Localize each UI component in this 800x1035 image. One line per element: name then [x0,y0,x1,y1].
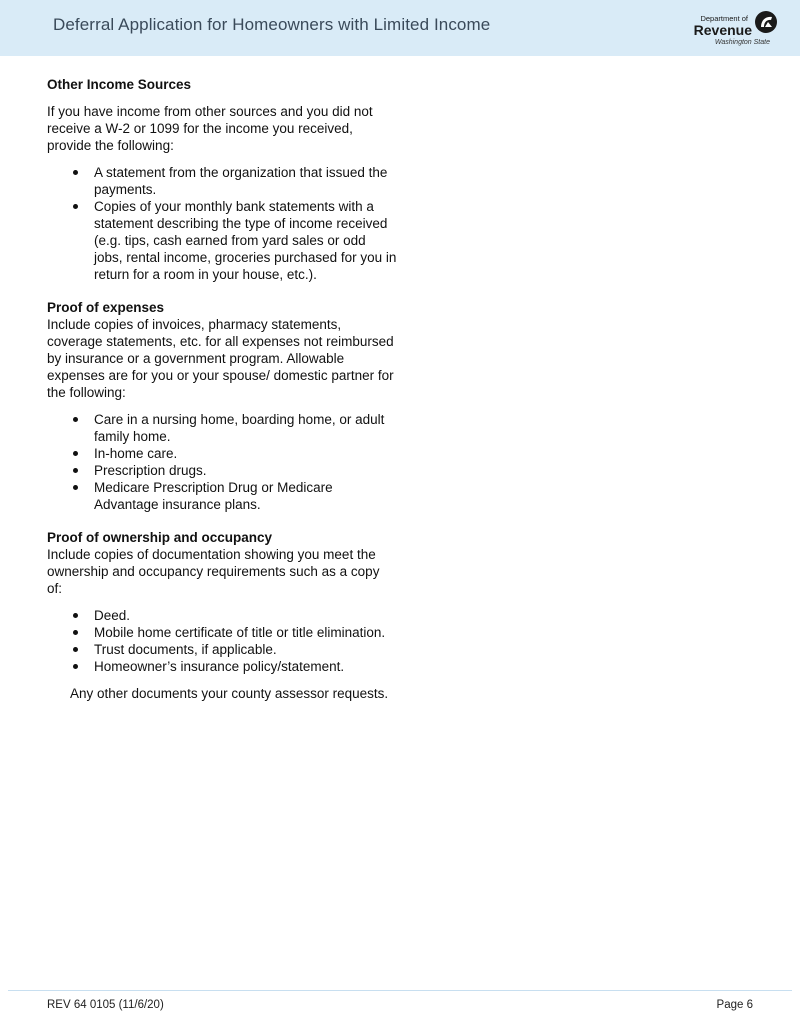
expenses-intro: Include copies of invoices, pharmacy statements, coverage statements, etc. for all expenses not reimbursed by insurance or a government program. Allowable expenses are for you or your spouse/ domestic partner for the following: [47,317,394,400]
logo-revenue-text: Revenue [693,22,752,38]
other-income-intro: If you have income from other sources and you did not receive a W-2 or 1099 for the income you received, provide the following: [47,104,373,153]
dor-logo-icon [754,10,778,34]
footer-divider [8,990,792,991]
ownership-note: Any other documents your county assessor requests. [70,686,389,701]
other-income-list [47,164,397,283]
list-item: Copies of your monthly bank statements with a statement describing the type of income received (e.g. tips, cash earned from yard sales or odd jobs, rental income, groceries purchased for you in return for a room in your house, etc.). [47,198,397,283]
list-item: Care in a nursing home, boarding home, or adult family home. [47,411,397,445]
list-item: In-home care. [47,445,397,462]
list-item: Medicare Prescription Drug or Medicare Advantage insurance plans. [47,479,397,513]
logo-department-text: Department of [700,14,748,23]
list-item: A statement from the organization that issued the payments. [47,164,397,198]
list-item: Homeowner’s insurance policy/statement. [47,658,397,675]
page-header [0,0,800,56]
expenses-list [47,411,397,513]
ownership-heading: Proof of ownership and occupancy [47,530,273,545]
list-item: Prescription drugs. [47,462,397,479]
other-income-heading: Other Income Sources [47,77,192,92]
document-title: Deferral Application for Homeowners with Limited Income [53,15,491,34]
list-item: Mobile home certificate of title or title elimination. [47,624,397,641]
ownership-list [47,607,397,675]
form-number: REV 64 0105 (11/6/20) [47,999,164,1011]
list-item: Trust documents, if applicable. [47,641,397,658]
expenses-heading: Proof of expenses [47,300,165,315]
page-number: Page 6 [716,999,753,1011]
main-content [47,76,397,702]
dor-logo [686,10,778,50]
logo-state-text: Washington State [714,39,770,46]
list-item: Deed. [47,607,397,624]
ownership-intro: Include copies of documentation showing you meet the ownership and occupancy requirements such as a copy of: [47,547,380,596]
